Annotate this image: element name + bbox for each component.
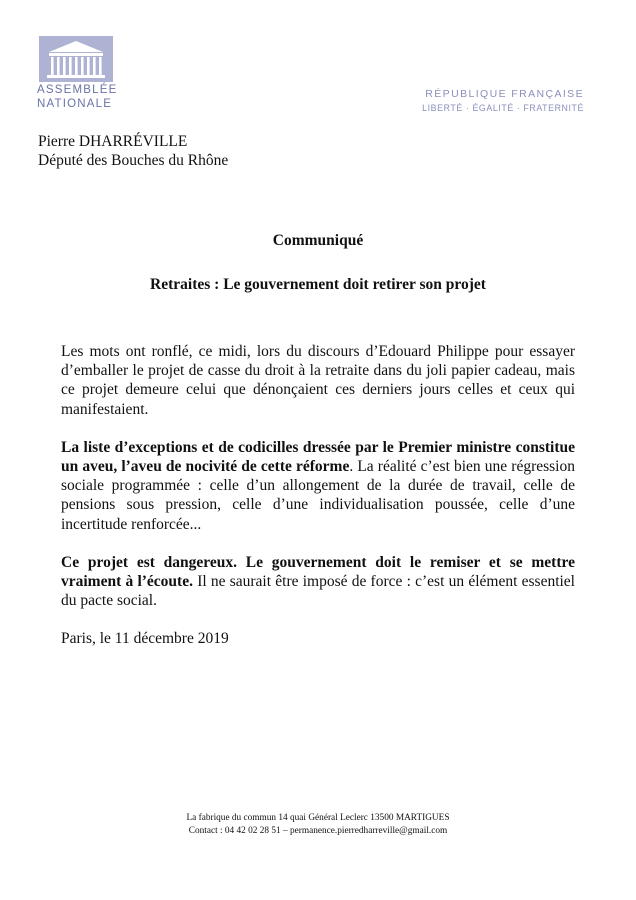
paragraph-2 xyxy=(61,438,575,534)
logo-text-line2: NATIONALE xyxy=(37,98,113,110)
hemicycle-building-icon xyxy=(39,36,113,82)
author-role: Député des Bouches du Rhône xyxy=(38,152,229,169)
footer-contact: Contact : 04 42 02 28 51 – permanence.pierredharreville@gmail.com xyxy=(188,825,448,836)
paragraph-3 xyxy=(61,553,575,611)
signoff-date: Paris, le 11 décembre 2019 xyxy=(61,630,229,648)
paragraph-3-text: Il ne saurait être imposé de force : c’est un élément essentiel du pacte social. xyxy=(61,573,575,610)
paragraph-1-text: Les mots ont ronflé, ce midi, lors du discours d’Edouard Philippe pour essayer d’emballer le projet de casse du droit à la retraite dans du joli papier cadeau, mais ce projet demeure celui que dénonçaient ces derniers jours celles et ceux qui manifestaient. xyxy=(61,343,575,418)
assemblee-nationale-logo xyxy=(37,36,117,110)
author-name: Pierre DHARRÉVILLE xyxy=(38,133,188,150)
footer xyxy=(0,812,636,838)
document-body xyxy=(61,342,575,649)
republic-motto: LIBERTÉ · ÉGALITÉ · FRATERNITÉ xyxy=(422,103,584,113)
logo-text-line1: ASSEMBLÉE xyxy=(37,84,118,96)
paragraph-2-text: . La réalité c’est bien une régression sociale programmée : celle d’un allongement de la durée de travail, celle de pensions sous pression, celle d’une individualisation poussée, celle d’une incertitude renforcée... xyxy=(61,458,575,533)
footer-address: La fabrique du commun 14 quai Général Leclerc 13500 MARTIGUES xyxy=(186,813,450,823)
paragraph-1 xyxy=(61,342,575,419)
author-block xyxy=(38,132,228,170)
document-subtitle: Retraites : Le gouvernement doit retirer son projet xyxy=(150,276,486,293)
republic-header xyxy=(422,88,584,114)
paragraph-3-bold: Ce projet est dangereux. Le gouvernement doit le remiser et se mettre vraiment à l’écoute. xyxy=(61,553,575,591)
paragraph-2-bold: La liste d’exceptions et de codicilles dressée par le Premier ministre constitue un aveu, l’aveu de nocivité de cette réforme xyxy=(61,438,575,476)
document-title: Communiqué xyxy=(272,232,364,249)
republic-title: RÉPUBLIQUE FRANÇAISE xyxy=(425,88,584,100)
